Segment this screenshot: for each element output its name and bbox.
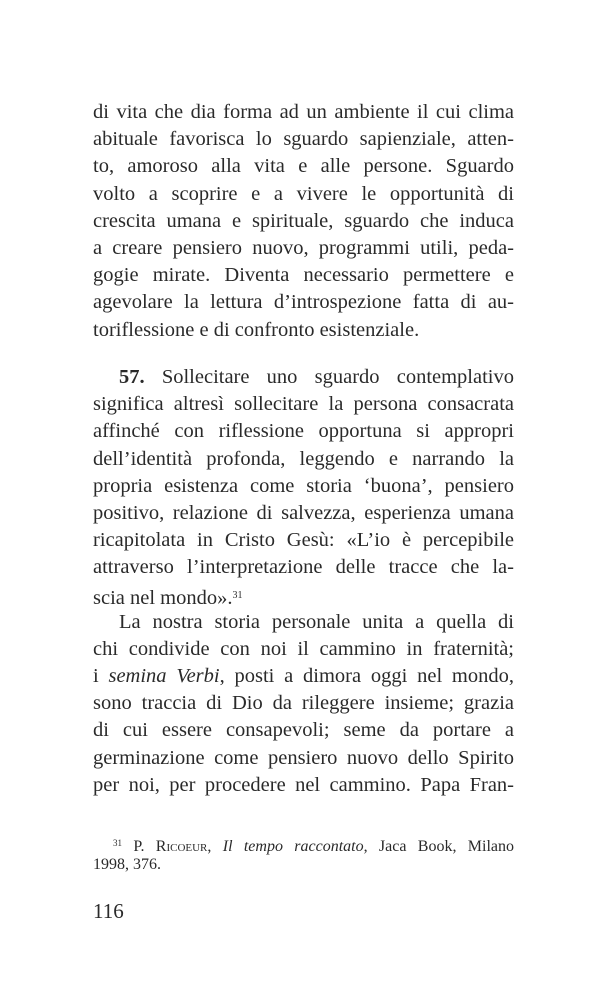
text-line: per noi, per procedere nel cammino. Papa Fran- [93,773,514,796]
text-line [93,663,514,690]
text-line: germinazione come pensiero nuovo dello Spirito [93,746,514,769]
text-line: chi condivide con noi il cammino in fraternità; [93,637,514,660]
text-line: affinché con riflessione opportuna si appropri [93,420,514,443]
body-text-paragraph-57 [93,364,514,799]
text-line: gogie mirate. Diventa necessario permettere e [93,264,514,287]
text-line: to, amoroso alla vita e alle persone. Sguardo [93,155,514,178]
page-number: 116 [93,899,124,923]
text-line: a creare pensiero nuovo, programmi utili, peda- [93,236,514,259]
footnote-reference[interactable]: 31 [232,589,243,601]
text-span: scia nel mondo». [93,586,233,609]
text-span: Sollecitare uno sguardo contemplativo [161,366,514,388]
text-line: toriflessione e di confronto esistenziale. [93,318,420,341]
footnote-author-initial: P. [133,838,145,855]
text-line: sono traccia di Dio da rileggere insieme; grazia [93,692,514,715]
paragraph-first-line: La nostra storia personale unita a quella di [119,610,514,633]
text-span: i [93,665,109,688]
footnote-author-surname: Ricoeur [155,838,208,855]
text-line: agevolare la lettura d’introspezione fatta di au- [93,291,514,314]
footnote-publisher: , Jaca Book, Milano [363,838,514,855]
text-line: volto a scoprire e a vivere le opportunità di [93,182,514,205]
text-line: abituale favorisca lo sguardo sapienziale, atten- [93,128,514,151]
text-span: , posti a dimora oggi nel mondo, [219,665,514,688]
paragraph-number: 57. [119,366,145,388]
footnote-title: Il tempo raccontato [222,838,364,855]
italic-term: semina Verbi [108,665,220,688]
text-line: attraverso l’interpretazione delle tracce che la- [93,556,514,579]
footnote [93,832,514,876]
body-text-top [93,99,514,344]
text-line [93,582,514,609]
text-line: di vita che dia forma ad un ambiente il cui clima [93,101,514,123]
footnote-line: $^{31}$ P. Ricoeur, Il tempo raccontato, Jaca Book, Milano [113,838,514,855]
text-line: positivo, relazione di salvezza, esperienza umana [93,501,514,524]
text-line: crescita umana e spirituale, sguardo che induca [93,209,514,232]
text-line: dell’identità profonda, leggendo e narrando la [93,447,514,470]
text-line: propria esistenza come storia ‘buona’, pensiero [93,474,514,497]
paragraph-first-line [93,364,514,391]
text-line: significa altresì sollecitare la persona consacrata [93,393,514,416]
text-line: ricapitolata in Cristo Gesù: «L’io è percepibile [93,529,514,552]
footnote-number: 31 [113,838,122,848]
footnote-line: 1998, 376. [93,856,161,873]
text-line: di cui essere consapevoli; seme da portare a [93,719,514,742]
